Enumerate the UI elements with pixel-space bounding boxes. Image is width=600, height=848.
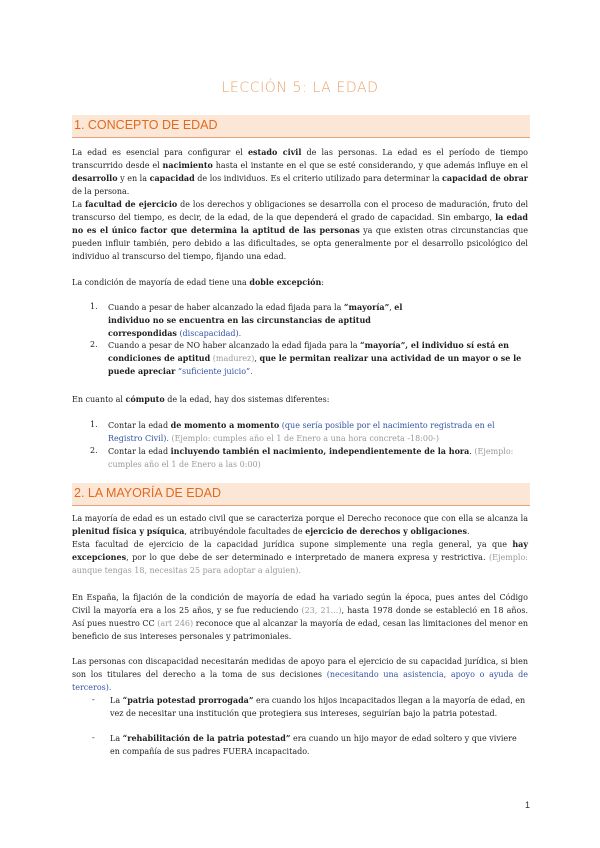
text-run: : [321,278,324,287]
text-run: y en la [117,174,150,183]
section-heading-mayoria [72,483,530,506]
text-run: capacidad de obrar [442,173,529,183]
text-run: La mayoría de edad es un estado civil que se caracteriza porque el Derecho reconoce que con ella se alcanza la [72,514,528,523]
section-heading-text: 1. CONCEPTO DE EDAD [74,118,218,132]
list-item [108,301,438,340]
list-number: 2. [90,340,98,349]
text-run: Contar la edad [108,421,171,430]
text-run: “mayoría” [343,302,390,312]
text-run: En España, la fijación de la condición de mayoría de edad ha variado según la época, pues antes del Código Civil la mayoría era a los 25 años, y se fue reduciendo [72,593,528,615]
section-heading-concepto [72,115,530,138]
text-run: “suficiente juicio”. [177,367,253,376]
page-number: 1 [524,800,530,810]
list-item [108,339,526,378]
text-run: “mayoría”, el individuo sí está en condiciones de aptitud [108,340,509,363]
text-run: (discapacidad). [179,329,242,338]
text-run: Cuando a pesar de NO haber alcanzado la edad fijada para la [108,341,361,350]
text-run: , [254,354,260,363]
text-run: la edad no es el único factor que determina la aptitud de las personas [72,212,528,235]
text-run: Contar la edad [108,447,171,456]
text-run: reconoce que al alcanzar la mayoría de edad, cesan las limitaciones del menor en beneficio de sus intereses personales y patrimoniales. [72,619,529,641]
text-run: “patria potestad prorrogada” [122,695,254,705]
text-run: La condición de mayoría de edad tiene una [72,278,250,287]
bullet-mark: - [92,733,95,742]
text-run: de la persona. [72,187,130,196]
text-run: (23, 21...) [301,606,342,615]
text-run: La [110,696,123,705]
text-run: La [110,734,123,743]
list-number: 1. [90,302,98,311]
section-heading-text: 2. LA MAYORÍA DE EDAD [74,486,222,500]
text-run: de la edad, hay dos sistemas diferentes: [164,395,330,404]
text-run: de las personas. La edad es el período de tiempo transcurrido desde el [72,148,528,170]
text-run: doble excepción [249,277,322,287]
text-run: Las personas con discapacidad necesitarán medidas de apoyo para el ejercicio de su capacidad jurídica, si bien son los titulares del derecho a la toma de sus decisiones [72,657,528,679]
list-item [108,419,526,445]
text-run: En cuanto al [72,395,126,404]
text-run: de los derechos y obligaciones se desarrolla con el proceso de maduración, fruto del transcurso del tiempo, es decir, de la edad, de la que dependerá el grado de capacidad. Sin embargo, [72,200,529,222]
text-run: estado civil [247,147,302,157]
text-run: La [72,200,85,209]
text-run: que le permitan realizar una actividad de un mayor o se le puede apreciar [108,353,522,376]
text-run: ya que existen otras circunstancias que pueden influir también, pero debido a las dificultades, se opta generalmente por el desarrollo psicológico del individuo al transcurso del tiempo, fijando una edad. [72,226,529,261]
text-run: nacimiento [162,160,213,170]
text-run: (art 246) [157,619,194,628]
lesson-title: LECCIÓN 5: LA EDAD [221,80,379,96]
paragraph [72,591,528,643]
paragraph [72,655,528,694]
paragraph [72,512,528,538]
text-run: (Ejemplo: cumples año el 1 de Enero a las 0:00) [108,447,514,469]
text-run: incluyendo también el nacimiento, independientemente de la hora [170,446,470,456]
text-run: (que sería posible por el nacimiento registrada en el Registro Civil). [108,421,495,443]
text-run: Cuando a pesar de haber alcanzado la edad fijada para la [108,303,344,312]
paragraph [72,393,528,406]
text-run: de momento a momento [170,420,280,430]
text-run: desarrollo [72,173,118,183]
text-run: hasta el instante en el que se esté considerando, y que además influye en el [212,161,528,170]
text-run: cómputo [125,394,165,404]
text-run: Esta facultad de ejercicio de la capacidad jurídica supone simplemente una regla general, ya que [72,540,513,549]
text-run: era cuando un hijo mayor de edad soltero y que viviere en compañía de sus padres FUERA incapacitado. [110,734,517,756]
paragraph [72,198,528,263]
list-number: 1. [90,420,98,429]
text-run: plenitud física y psíquica [72,526,185,536]
text-run: La edad es esencial para configurar el [72,148,248,157]
list-number: 2. [90,446,98,455]
text-run: , [389,303,395,312]
text-run: (madurez) [212,354,255,363]
paragraph [72,538,528,577]
text-run: (Ejemplo: cumples año el 1 de Enero a una hora concreta -18:00-) [171,434,439,443]
text-run: era cuando los hijos incapacitados llegan a la mayoría de edad, en vez de necesitar una institución que protegiera sus intereses, seguirían bajo la patria potestad. [110,696,526,718]
paragraph [72,146,528,198]
text-run: capacidad [149,173,195,183]
paragraph [72,276,528,289]
text-run: , atribuyéndole facultades de [184,527,306,536]
text-run: facultad de ejercicio [84,199,178,209]
list-item [108,445,526,471]
text-run: (necesitando una asistencia, apoyo o ayuda de terceros). [72,670,528,692]
list-item [110,694,526,720]
bullet-mark: - [92,695,95,704]
text-run: hay excepciones [72,539,528,562]
text-run: de los individuos. Es el criterio utilizado para determinar la [194,174,443,183]
text-run: . [467,527,470,536]
text-run: , hasta 1978 donde se estableció en 18 años. Así pues nuestro CC [72,606,528,628]
text-run: ejercicio de derechos y obligaciones [305,526,467,536]
text-run: . [469,447,475,456]
text-run: “rehabilitación de la patria potestad” [122,733,291,743]
list-item [110,732,526,758]
text-run: , por lo que debe de ser determinado e interpretado de manera expresa y restrictiva. [126,553,490,562]
text-run: el individuo no se encuentra en las circunstancias de aptitud correspondidas [108,302,403,338]
text-run: (Ejemplo: aunque tengas 18, necesitas 25 para adoptar a alguien). [72,553,528,575]
